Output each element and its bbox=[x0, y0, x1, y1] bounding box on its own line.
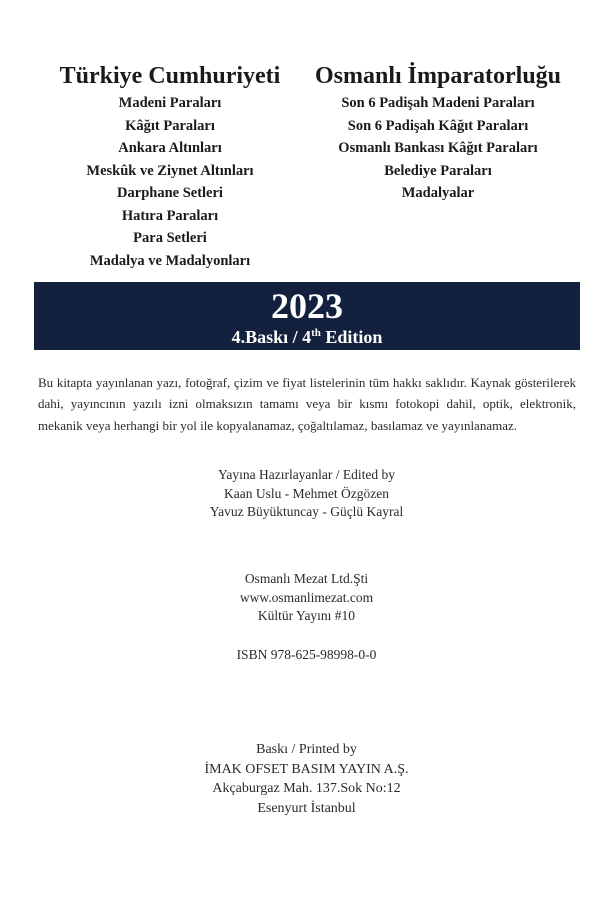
left-item: Madalya ve Madalyonları bbox=[89, 252, 251, 269]
right-column-title: Osmanlı İmparatorluğu bbox=[314, 63, 562, 89]
ottoman-empire-column bbox=[308, 62, 568, 272]
left-column-title: Türkiye Cumhuriyeti bbox=[59, 63, 281, 89]
edition-banner bbox=[34, 282, 580, 350]
editors-line: Yavuz Büyüktuncay - Güçlü Kayral bbox=[209, 504, 404, 519]
right-item: Madalyalar bbox=[401, 185, 475, 201]
left-item: Hatıra Paraları bbox=[121, 207, 219, 224]
printer-name: İMAK OFSET BASIM YAYIN A.Ş. bbox=[204, 761, 409, 777]
left-item: Darphane Setleri bbox=[117, 185, 223, 201]
editors-block bbox=[0, 466, 613, 522]
turkish-republic-column bbox=[0, 62, 340, 272]
right-item: Son 6 Padişah Madeni Paraları bbox=[341, 95, 535, 111]
isbn-line: ISBN 978-625-98998-0-0 bbox=[236, 647, 377, 662]
printer-block bbox=[0, 740, 613, 818]
year-title: 2023 bbox=[271, 286, 343, 326]
printer-address: Akçaburgaz Mah. 137.Sok No:12 bbox=[212, 781, 401, 796]
publisher-block bbox=[0, 570, 613, 626]
publisher-website: www.osmanlimezat.com bbox=[239, 589, 374, 605]
printer-heading: Baskı / Printed by bbox=[256, 742, 357, 757]
editors-heading: Yayına Hazırlayanlar / Edited by bbox=[217, 467, 396, 482]
copyright-notice: Bu kitapta yayınlanan yazı, fotoğraf, çizim ve fiyat listelerinin tüm hakkı saklıdır. Kaynak gösterilerek dahi, yayıncının yazılı izni olmaksızın tamamı veya bir kısmı fotokopi dahil, optik, elektronik, mekanik veya herhangi bir yol ile kopyalanamaz, çoğaltılamaz, basılamaz ve yayınlanamaz. bbox=[38, 375, 576, 433]
edition-superscript: th bbox=[311, 327, 321, 339]
left-item: Madeni Paraları bbox=[118, 95, 222, 111]
left-item: Meskûk ve Ziynet Altınları bbox=[86, 162, 254, 179]
editors-line: Kaan Uslu - Mehmet Özgözen bbox=[224, 485, 389, 501]
publisher-series: Kültür Yayını #10 bbox=[257, 608, 356, 623]
right-item: Son 6 Padişah Kâğıt Paraları bbox=[347, 117, 529, 134]
printer-address: Esenyurt İstanbul bbox=[257, 800, 356, 816]
right-item: Osmanlı Bankası Kâğıt Paraları bbox=[338, 140, 538, 156]
right-item: Belediye Paraları bbox=[384, 162, 492, 179]
left-item: Kâğıt Paraları bbox=[125, 117, 215, 134]
contents-columns bbox=[0, 62, 613, 272]
edition-suffix: Edition bbox=[320, 327, 383, 347]
edition-label bbox=[34, 326, 580, 348]
left-item: Ankara Altınları bbox=[118, 140, 222, 156]
edition-prefix: 4.Baskı / 4 bbox=[231, 327, 312, 347]
publisher-name: Osmanlı Mezat Ltd.Şti bbox=[244, 571, 369, 586]
left-item: Para Setleri bbox=[133, 230, 207, 246]
